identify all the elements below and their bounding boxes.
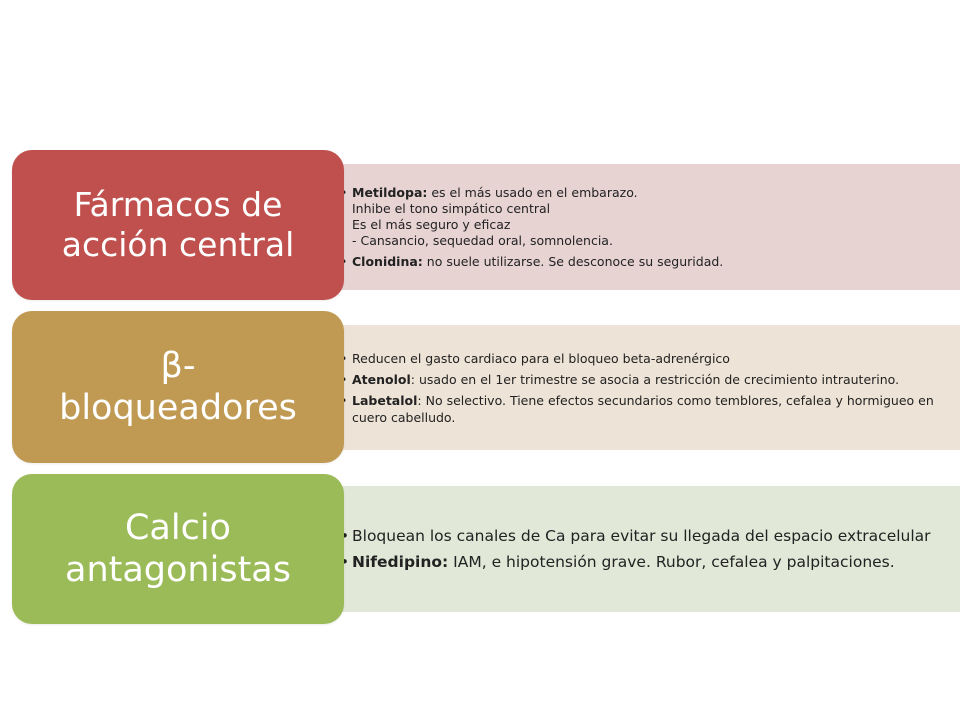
row2-detail-panel [300, 325, 960, 450]
category-title-line: β- [160, 346, 196, 386]
item-text: no suele utilizarse. Se desconoce su seguridad. [422, 253, 724, 269]
list-item [340, 254, 944, 270]
row-beta-blockers [0, 311, 960, 463]
list-item [340, 185, 944, 249]
drug-name: Clonidina: [352, 253, 423, 269]
list-item [340, 551, 944, 573]
list-item [340, 525, 944, 547]
item-text: IAM, e hipotensión grave. Rubor, cefalea y palpitaciones. [448, 553, 895, 571]
row-calcium-antagonists [0, 474, 960, 626]
category-title-line: Calcio [124, 508, 231, 548]
item-text: : usado en el 1er trimestre se asocia a restricción de crecimiento intrauterino. [410, 371, 900, 387]
item-text: Reducen el gasto cardiaco para el bloqueo beta-adrenérgico [352, 350, 730, 366]
list-item [340, 392, 944, 426]
row1-bullet-list [340, 184, 944, 271]
item-text: Bloquean los canales de Ca para evitar su llegada del espacio extracelular [352, 527, 931, 545]
category-title-line: Fármacos de [73, 185, 283, 225]
drug-name: Atenolol [352, 371, 411, 387]
list-item [340, 350, 944, 367]
drug-name: Nifedipino: [352, 553, 449, 571]
item-text: es el más usado en el embarazo. [427, 184, 638, 200]
category-title-line: bloqueadores [59, 388, 297, 428]
row-central-acting-drugs [0, 150, 960, 302]
list-item [340, 371, 944, 388]
row3-category-label [12, 474, 344, 624]
drug-name: Metildopa: [352, 184, 428, 200]
item-subline: - Cansancio, sequedad oral, somnolencia. [352, 232, 613, 248]
row2-bullet-list [340, 350, 944, 426]
row2-category-label [12, 311, 344, 463]
item-subline: Es el más seguro y eficaz [352, 216, 511, 232]
row1-category-label [12, 150, 344, 300]
category-title-line: antagonistas [65, 550, 291, 590]
row1-detail-panel [300, 164, 960, 290]
item-subline: Inhibe el tono simpático central [352, 200, 551, 216]
row3-bullet-list [340, 525, 944, 573]
item-text: : No selectivo. Tiene efectos secundarios como temblores, cefalea y hormigueo en cuero cabelludo. [352, 392, 934, 425]
drug-name: Labetalol [352, 392, 418, 408]
category-title-line: acción central [61, 225, 295, 264]
row3-detail-panel [300, 486, 960, 612]
